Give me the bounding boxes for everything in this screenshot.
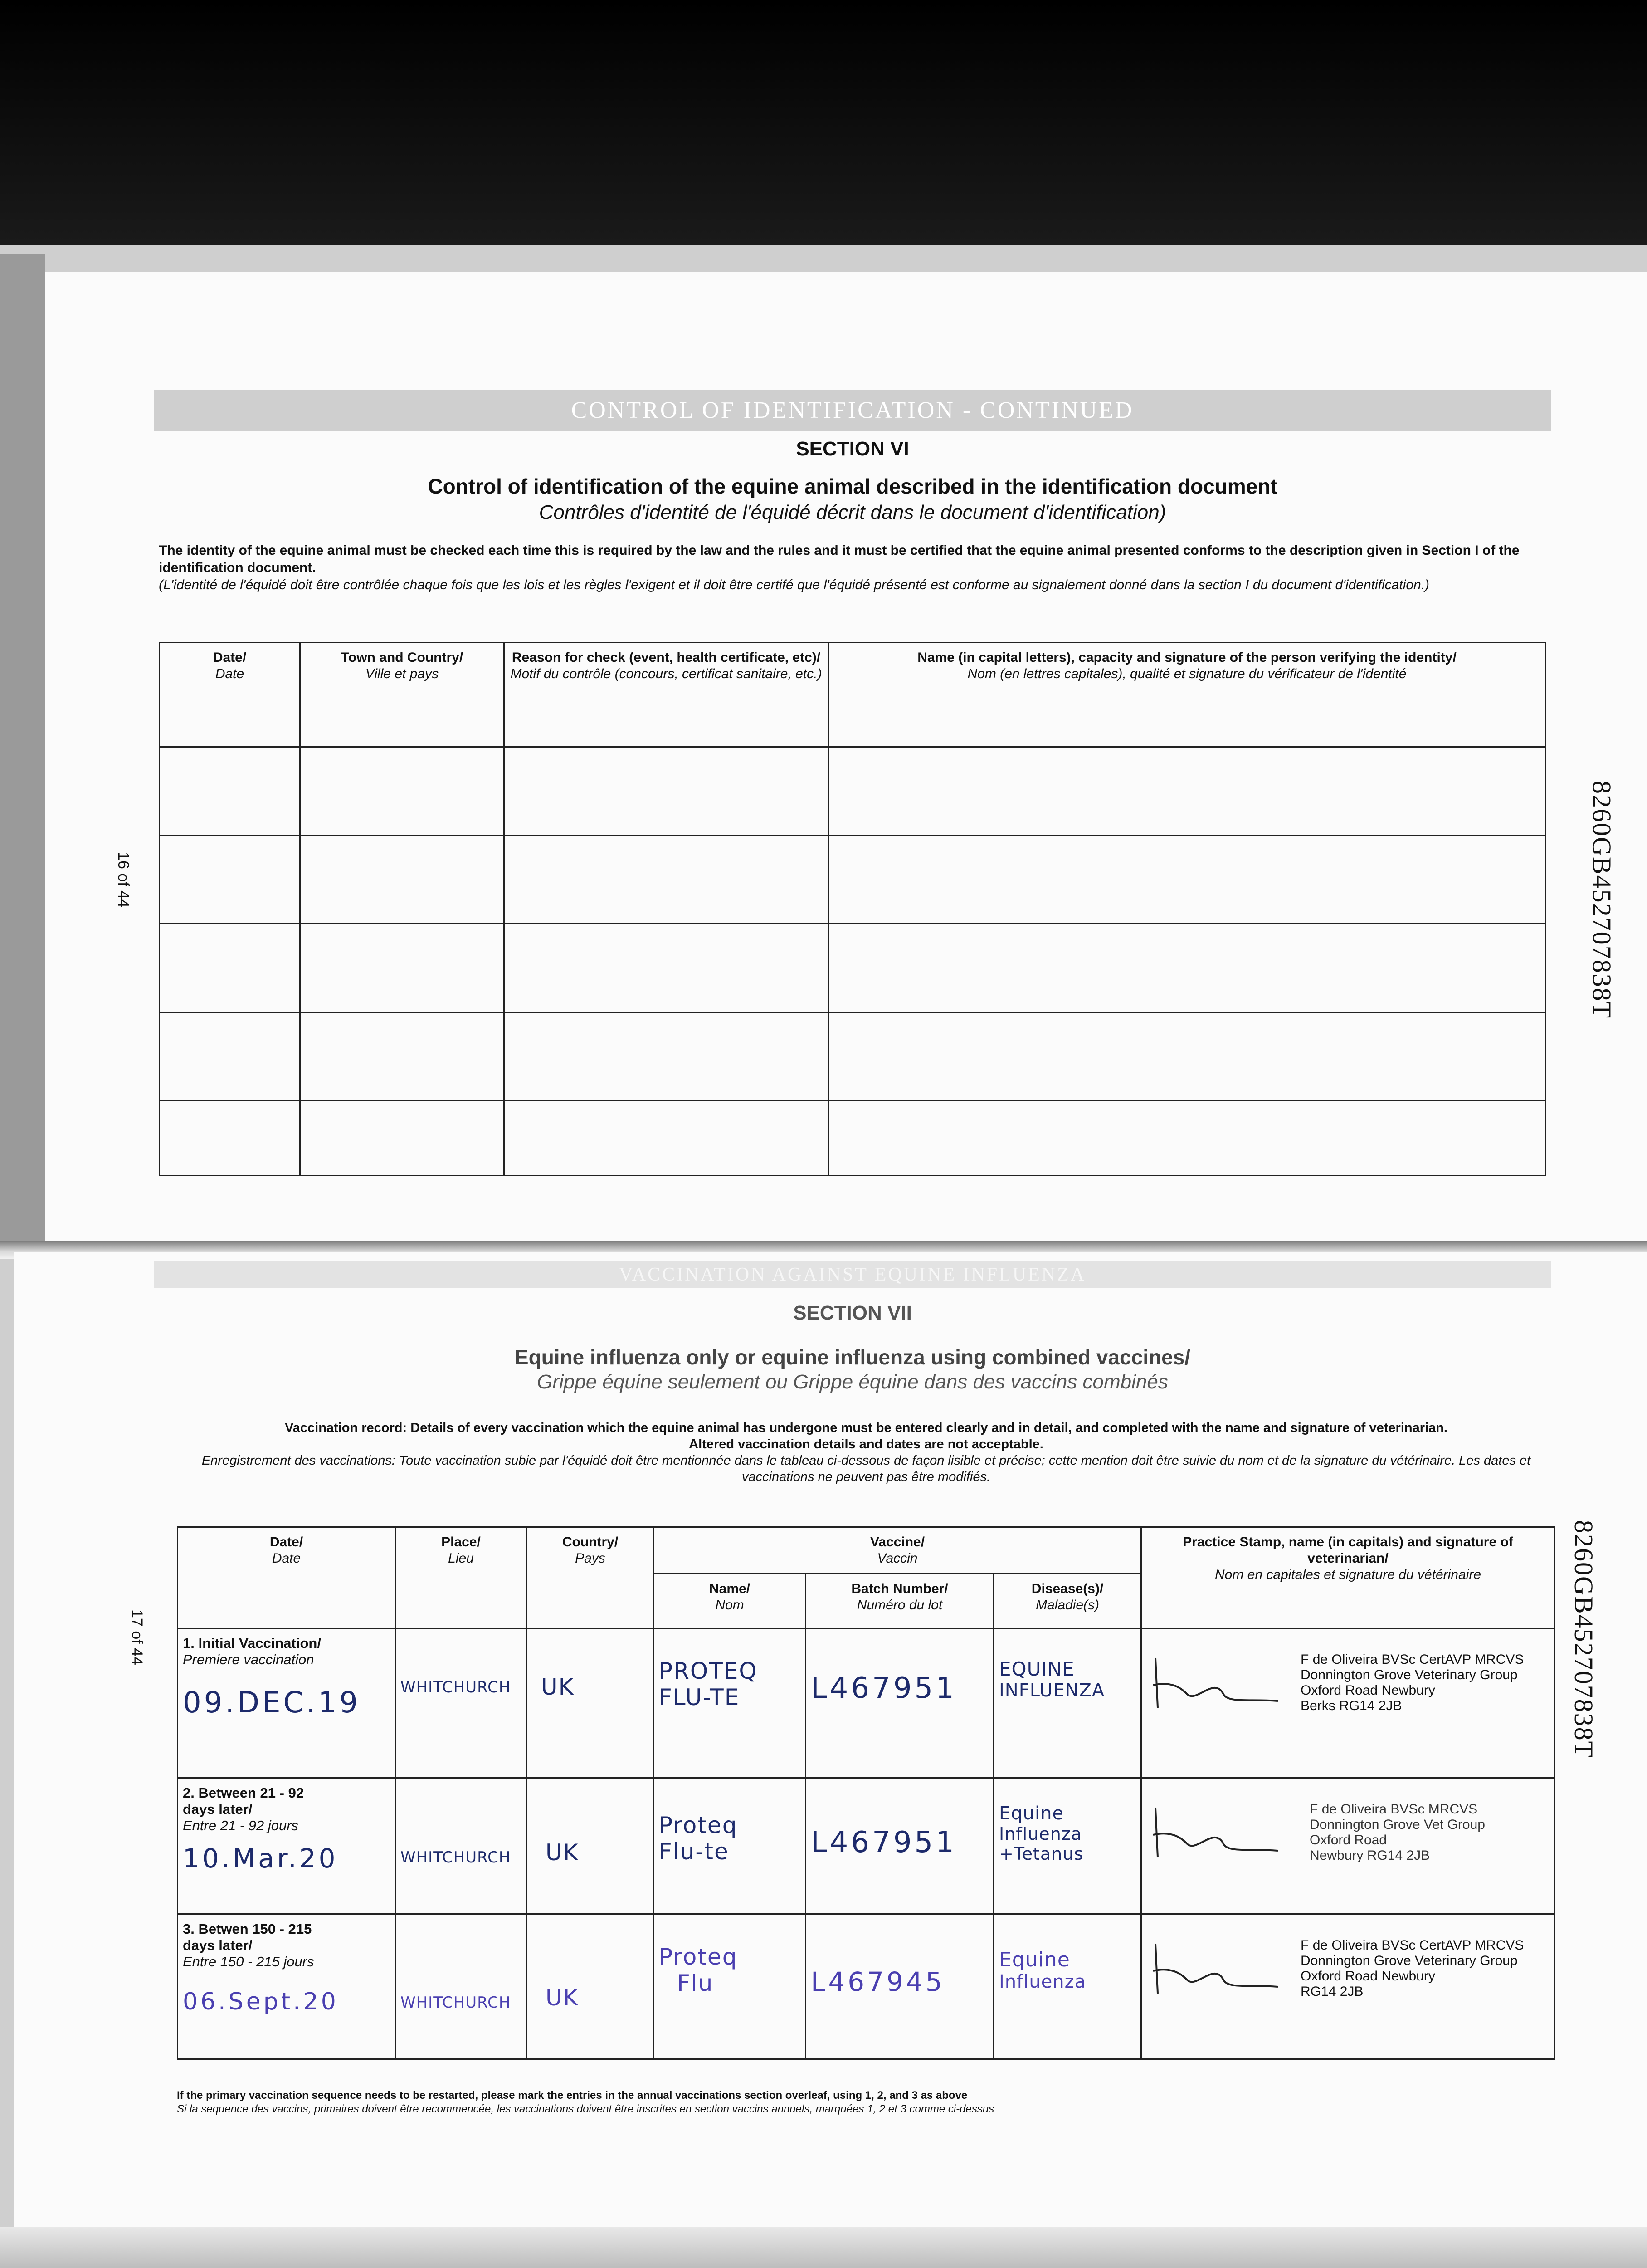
vaccine-name-cell (654, 1778, 806, 1914)
vaccine-name: PROTEQ (659, 1658, 758, 1684)
disease-value: Equine (999, 1803, 1064, 1824)
stamp-cell (1141, 1628, 1555, 1778)
vaccination-table (177, 1526, 1555, 2060)
section-banner (154, 390, 1551, 431)
table-row (178, 1914, 1555, 2059)
disease-value: Equine (999, 1948, 1070, 1971)
col-batch: Batch Number/ Numéro du lot (806, 1574, 994, 1628)
disease-cell (994, 1628, 1141, 1778)
instructions (159, 542, 1546, 594)
col-disease: Disease(s)/ Maladie(s) (994, 1574, 1141, 1628)
page-number: 17 of 44 (128, 1609, 146, 1665)
country-cell (527, 1914, 654, 2059)
col-vaccine-name: Name/ Nom (654, 1574, 806, 1628)
table-header-row (160, 643, 1546, 747)
instructions-label: Vaccination record: (285, 1421, 407, 1435)
col-place: Place/ Lieu (395, 1527, 527, 1628)
vaccination-date: 06.Sept.20 (183, 1988, 339, 2015)
footnote-en: If the primary vaccination sequence needs to be restarted, please mark the entries in the annual vaccinations section overleaf, using 1, 2, and 3 as above (177, 2089, 968, 2102)
vaccine-name-cell (654, 1628, 806, 1778)
heading-en: Equine influenza only or equine influenza using combined vaccines/ (514, 1345, 1191, 1369)
place-value: WHITCHURCH (400, 1678, 511, 1696)
stamp-cell (1141, 1914, 1555, 2059)
disease-cell (994, 1778, 1141, 1914)
disease-value-2: INFLUENZA (999, 1680, 1105, 1701)
date-cell: 2. Between 21 - 92 days later/ Entre 21 - 92 jours 10.Mar.20 (178, 1778, 395, 1914)
date-cell: 3. Betwen 150 - 215 days later/ Entre 150 - 215 jours 06.Sept.20 (178, 1914, 395, 2059)
practice-stamp: F de Oliveira BVSc MRCVS Donnington Grove Vet Group Oxford Road Newbury RG14 2JB (1310, 1802, 1485, 1863)
vaccine-name: Proteq (659, 1944, 738, 1970)
binding-edge (0, 254, 45, 1243)
page-number: 16 of 44 (114, 852, 132, 908)
veterinarian-signature (1146, 1935, 1282, 2003)
instructions (177, 1420, 1555, 1485)
place-cell (395, 1628, 527, 1778)
instructions-fr: Enregistrement des vaccinations: Toute vaccination subie par l'équidé doit être mentionnée dans le tableau ci-dessous de façon lisible et précise; cette mention doit être suivie du nom et de la signature du vétérinaire. Les dates et vaccinations ne peuvent pas être modifiés. (201, 1453, 1531, 1484)
country-cell (527, 1778, 654, 1914)
table-row (160, 747, 1546, 836)
vaccination-date: 10.Mar.20 (183, 1843, 338, 1874)
table-row (178, 1628, 1555, 1778)
veterinarian-signature (1146, 1799, 1282, 1867)
background-top (0, 0, 1647, 254)
table-row (160, 836, 1546, 924)
vaccine-name-cell (654, 1914, 806, 2059)
vaccination-date: 09.DEC.19 (183, 1686, 361, 1720)
veterinarian-signature (1146, 1649, 1282, 1717)
banner-text: CONTROL OF IDENTIFICATION - CONTINUED (571, 397, 1134, 423)
disease-value: EQUINE (999, 1658, 1075, 1680)
country-value: UK (546, 1984, 579, 2011)
table-row (160, 1101, 1546, 1176)
instructions-en-2: Altered vaccination details and dates are not acceptable. (689, 1437, 1043, 1452)
place-value: WHITCHURCH (400, 1848, 511, 1867)
disease-value-3: +Tetanus (999, 1844, 1084, 1864)
heading-fr: Grippe équine seulement ou Grippe équine dans des vaccins combinés (537, 1371, 1168, 1393)
serial-number: 8260GB452707838T (1569, 1520, 1598, 1758)
footnote-fr: Si la sequence des vaccins, primaires doivent être recommencée, les vaccinations doivent être inscrites en section vaccins annuels, marquées 1, 2 et 3 comme ci-dessus (177, 2103, 994, 2115)
instructions-en: Details of every vaccination which the equine animal has undergone must be entered clearly and in detail, and completed with the name and signature of veterinarian. (410, 1421, 1447, 1435)
col-stamp: Practice Stamp, name (in capitals) and signature of veterinarian/ Nom en capitales et signature du vétérinaire (1141, 1527, 1555, 1628)
footnote (177, 2089, 994, 2116)
col-vaccine: Vaccine/ Vaccin (654, 1527, 1141, 1574)
col-reason: Reason for check (event, health certificate, etc)/ Motif du contrôle (concours, certificat sanitaire, etc.) (504, 643, 828, 747)
disease-value-2: Influenza (999, 1971, 1087, 1992)
table-row (160, 1012, 1546, 1101)
table-header-row (178, 1527, 1555, 1574)
place-value: WHITCHURCH (400, 1994, 511, 2012)
heading-en: Control of identification of the equine animal described in the identification document (428, 474, 1277, 498)
place-cell (395, 1914, 527, 2059)
table-row (160, 924, 1546, 1012)
practice-stamp: F de Oliveira BVSc CertAVP MRCVS Donnington Grove Veterinary Group Oxford Road Newbury Berks RG14 2JB (1301, 1652, 1524, 1713)
disease-cell (994, 1914, 1141, 2059)
section-banner (154, 1261, 1551, 1288)
country-cell (527, 1628, 654, 1778)
banner-text: VACCINATION AGAINST EQUINE INFLUENZA (619, 1264, 1087, 1285)
country-value: UK (541, 1674, 575, 1700)
vaccine-name-2: Flu (677, 1970, 714, 1996)
vaccine-name: Proteq (659, 1812, 738, 1838)
col-date: Date/ Date (160, 643, 300, 747)
table-row (178, 1778, 1555, 1914)
date-cell: 1. Initial Vaccination/ Premiere vaccination 09.DEC.19 (178, 1628, 395, 1778)
stamp-cell (1141, 1778, 1555, 1914)
identity-check-table (159, 642, 1546, 1176)
col-verifier: Name (in capital letters), capacity and signature of the person verifying the identity/ Nom (en lettres capitales), qualité et signature du vérificateur de l'identité (828, 643, 1546, 747)
place-cell (395, 1778, 527, 1914)
batch-cell (806, 1914, 994, 2059)
vaccine-name-2: Flu-te (659, 1838, 729, 1865)
country-value: UK (546, 1839, 579, 1866)
page-bottom-edge (0, 2227, 1647, 2268)
batch-cell (806, 1778, 994, 1914)
col-country: Country/ Pays (527, 1527, 654, 1628)
batch-number: L467951 (811, 1672, 957, 1705)
instructions-fr: (L'identité de l'équidé doit être contrôlée chaque fois que les lois et les règles l'exigent et il doit être certifé que l'équidé présenté est conforme au signalement donné dans la section I du document d'identification.) (159, 577, 1430, 592)
batch-cell (806, 1628, 994, 1778)
col-date: Date/ Date (178, 1527, 395, 1628)
section-title: SECTION VI (796, 438, 909, 460)
batch-number: L467945 (811, 1966, 945, 1997)
serial-number: 8260GB452707838T (1587, 781, 1617, 1019)
practice-stamp: F de Oliveira BVSc CertAVP MRCVS Donnington Grove Veterinary Group Oxford Road Newbury RG14 2JB (1301, 1938, 1524, 1999)
vaccine-name-2: FLU-TE (659, 1684, 740, 1711)
batch-number: L467951 (811, 1826, 957, 1859)
disease-value-2: Influenza (999, 1824, 1082, 1844)
heading-fr: Contrôles d'identité de l'équidé décrit dans le document d'identification) (539, 501, 1166, 523)
col-town-country: Town and Country/ Ville et pays (300, 643, 504, 747)
section-title: SECTION VII (793, 1302, 912, 1324)
instructions-en: The identity of the equine animal must be checked each time this is required by the law and the rules and it must be certified that the equine animal presented conforms to the description given in Section I of the identification document. (159, 543, 1520, 575)
